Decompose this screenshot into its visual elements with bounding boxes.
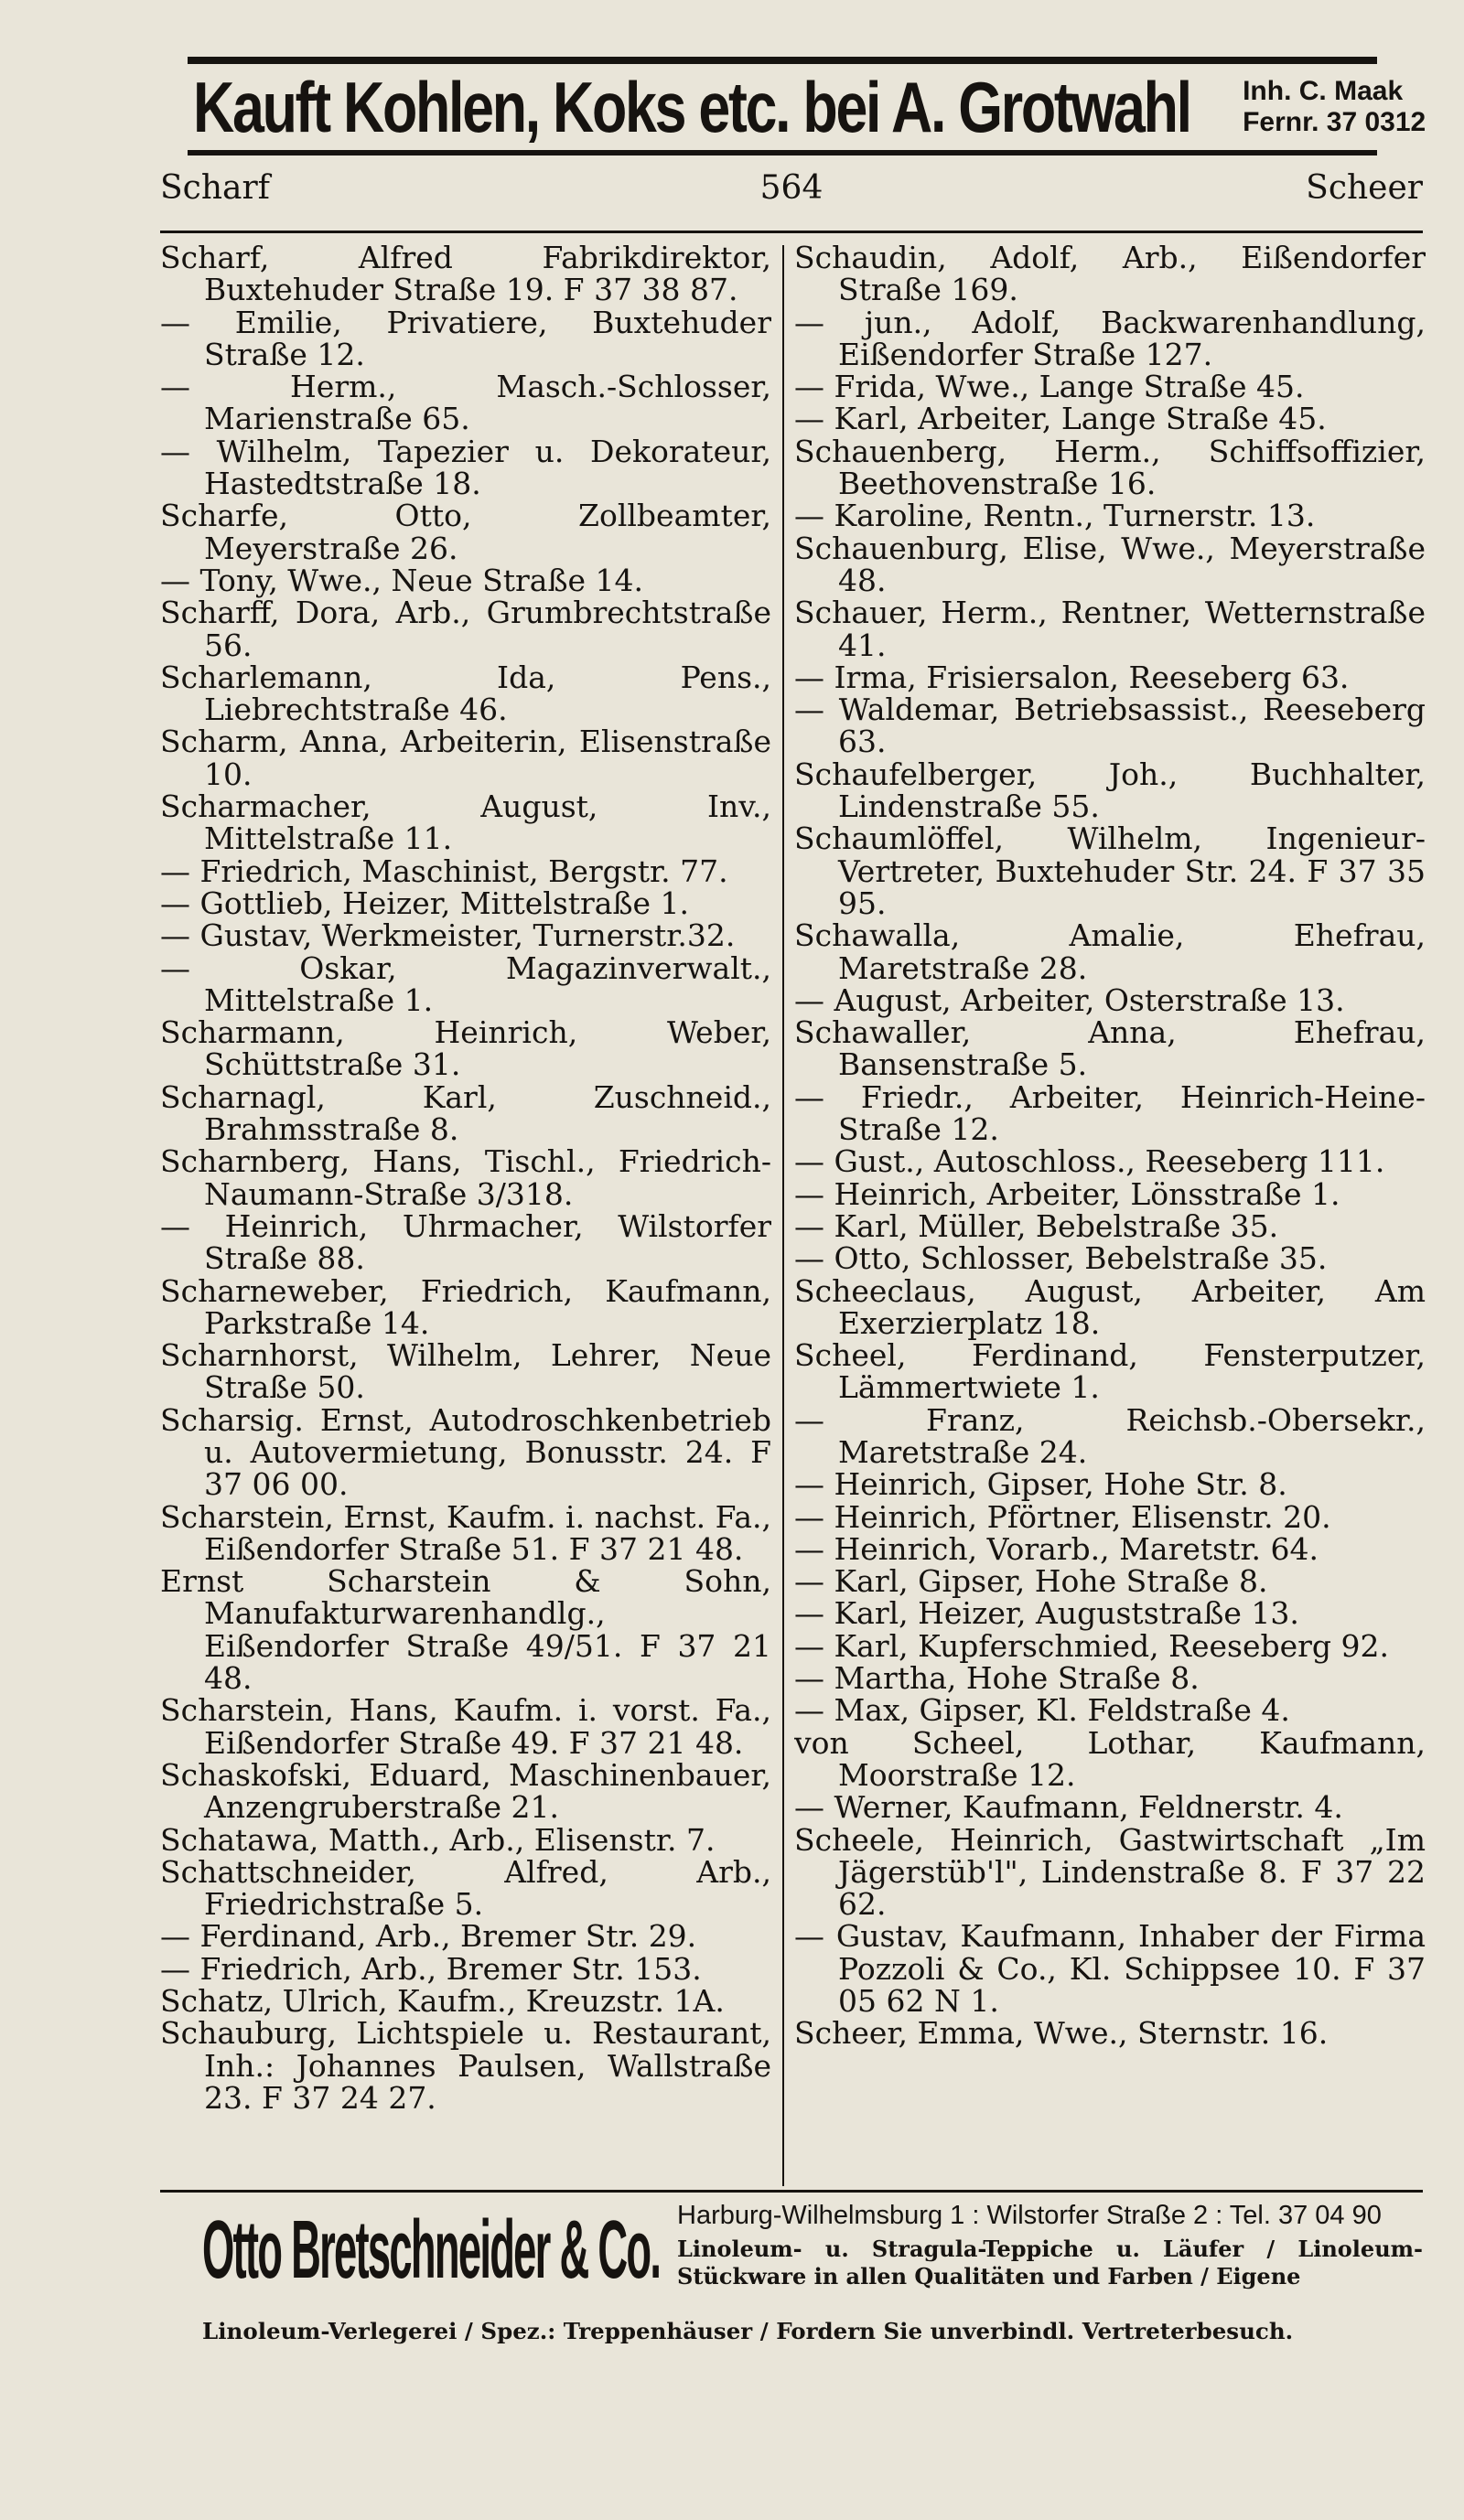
directory-entry: — Heinrich, Arbeiter, Lönsstraße 1. — [794, 1175, 1340, 1212]
bottom-ad-company: Otto Bretschneider & Co. — [202, 2204, 661, 2296]
directory-entry: — Franz, Reichsb.-Obersekr., Maretstraße 24. — [794, 1401, 1426, 1470]
directory-entry: — Werner, Kaufmann, Feldnerstr. 4. — [794, 1789, 1343, 1826]
directory-entry: von Scheel, Lothar, Kaufmann, Moorstraße 12. — [794, 1724, 1426, 1793]
directory-entry: Schauenburg, Elise, Wwe., Meyerstraße 48. — [794, 530, 1426, 598]
directory-entry: — Wilhelm, Tapezier u. Dekorateur, Hastedtstraße 18. — [160, 433, 771, 502]
directory-entry: — Karl, Kupferschmied, Reeseberg 92. — [794, 1627, 1389, 1664]
bottom-advertisement — [160, 2195, 1423, 2378]
footer-rule — [160, 2190, 1423, 2193]
directory-entry: — Friedr., Arbeiter, Heinrich-Heine-Straße 12. — [794, 1078, 1426, 1148]
directory-entry: Schaudin, Adolf, Arb., Eißendorfer Straße 169. — [794, 241, 1426, 308]
bottom-ad-products: Linoleum- u. Stragula-Teppiche u. Läufer / Linoleum-Stückware in allen Qualitäten und Farben / Eigene — [677, 2236, 1423, 2289]
directory-entry: — Karl, Müller, Bebelstraße 35. — [794, 1207, 1279, 1244]
top-ad-owner: Inh. C. Maak — [1243, 76, 1404, 106]
directory-entry: Scharsig. Ernst, Autodroschkenbetrieb u. Autovermietung, Bonusstr. 24. F 37 06 00. — [160, 1401, 771, 1503]
directory-entry: — August, Arbeiter, Osterstraße 13. — [794, 981, 1345, 1018]
directory-entry: Ernst Scharstein & Sohn, Manufakturwarenhandlg., Eißendorfer Straße 49/51. F 37 21 48. — [160, 1563, 771, 1697]
directory-entry: Scharstein, Hans, Kaufm. i. vorst. Fa., Eißendorfer Straße 49. F 37 21 48. — [160, 1692, 771, 1761]
directory-entry: — Martha, Hohe Straße 8. — [794, 1660, 1200, 1697]
directory-entry: Scheeclaus, August, Arbeiter, Am Exerzierplatz 18. — [794, 1272, 1426, 1341]
directory-entry: — Heinrich, Vorarb., Maretstr. 64. — [794, 1530, 1319, 1567]
directory-entry: Scharmann, Heinrich, Weber, Schüttstraße 31. — [160, 1014, 771, 1083]
directory-entry: — Otto, Schlosser, Bebelstraße 35. — [794, 1240, 1328, 1277]
directory-entry: — Emilie, Privatiere, Buxtehuder Straße 12. — [160, 304, 771, 372]
directory-entry: Scharff, Dora, Arb., Grumbrechtstraße 56. — [160, 595, 771, 663]
directory-entry: Schaufelberger, Joh., Buchhalter, Lindenstraße 55. — [794, 756, 1426, 825]
top-ad-text: Kauft Kohlen, Koks etc. bei A. Grotwahl — [193, 67, 1190, 147]
directory-entry: — Ferdinand, Arb., Bremer Str. 29. — [160, 1918, 697, 1955]
directory-entry: Scheer, Emma, Wwe., Sternstr. 16. — [794, 2015, 1329, 2052]
top-ad-owner-block — [1243, 76, 1426, 138]
directory-entry: Schaumlöffel, Wilhelm, Ingenieur-Vertreter, Buxtehuder Str. 24. F 37 35 95. — [794, 820, 1426, 921]
directory-entry: — Gustav, Werkmeister, Turnerstr.32. — [160, 917, 736, 954]
directory-entry: Scharnhorst, Wilhelm, Lehrer, Neue Straße 50. — [160, 1337, 771, 1406]
left-column — [160, 241, 771, 2185]
directory-entry: Schatz, Ulrich, Kaufm., Kreuzstr. 1A. — [160, 1983, 725, 2020]
bottom-ad-address: Harburg-Wilhelmsburg 1 : Wilstorfer Straße 2 : Tel. 37 04 90 — [677, 2201, 1382, 2230]
directory-entry: Scharnagl, Karl, Zuschneid., Brahmsstraße 8. — [160, 1078, 771, 1148]
directory-entry: — Gustav, Kaufmann, Inhaber der Firma Pozzoli & Co., Kl. Schippsee 10. F 37 05 62 N 1. — [794, 1918, 1426, 2020]
directory-entry: Scharneweber, Friedrich, Kaufmann, Parkstraße 14. — [160, 1272, 771, 1341]
directory-entry: Scharf, Alfred Fabrikdirektor, Buxtehuder Straße 19. F 37 38 87. — [160, 241, 771, 308]
column-divider — [782, 245, 784, 2186]
directory-entry: — Oskar, Magazinverwalt., Mittelstraße 1. — [160, 949, 771, 1018]
directory-entry: Schawaller, Anna, Ehefrau, Bansenstraße 5. — [794, 1014, 1426, 1083]
directory-entry: Scharmacher, August, Inv., Mittelstraße 11. — [160, 788, 771, 857]
directory-entry: — Karl, Gipser, Hohe Straße 8. — [794, 1563, 1268, 1600]
directory-entry: Schauburg, Lichtspiele u. Restaurant, Inh.: Johannes Paulsen, Wallstraße 23. F 37 24 27. — [160, 2015, 771, 2116]
directory-entry: — Gottlieb, Heizer, Mittelstraße 1. — [160, 885, 690, 921]
directory-entry: — Karoline, Rentn., Turnerstr. 13. — [794, 498, 1316, 534]
directory-entry: Schauenberg, Herm., Schiffsoffizier, Beethovenstraße 16. — [794, 433, 1426, 502]
directory-entry: Scharstein, Ernst, Kaufm. i. nachst. Fa., Eißendorfer Straße 51. F 37 21 48. — [160, 1498, 771, 1567]
directory-entry: Schattschneider, Alfred, Arb., Friedrichstraße 5. — [160, 1853, 771, 1923]
top-advertisement — [188, 57, 1426, 155]
directory-entry: — Friedrich, Maschinist, Bergstr. 77. — [160, 853, 728, 889]
header-rule — [160, 231, 1423, 233]
directory-entry: — Heinrich, Pförtner, Elisenstr. 20. — [794, 1498, 1331, 1535]
directory-entry: — jun., Adolf, Backwarenhandlung, Eißendorfer Straße 127. — [794, 304, 1426, 372]
directory-entry: Schatawa, Matth., Arb., Elisenstr. 7. — [160, 1821, 716, 1858]
directory-entry: Schauer, Herm., Rentner, Wetternstraße 41. — [794, 595, 1426, 663]
header-first-name: Scharf — [160, 169, 271, 207]
directory-entry: — Frida, Wwe., Lange Straße 45. — [794, 369, 1305, 405]
directory-entry: — Heinrich, Gipser, Hohe Str. 8. — [794, 1466, 1287, 1503]
directory-entry: Scheele, Heinrich, Gastwirtschaft „Im Jägerstüb'l", Lindenstraße 8. F 37 22 62. — [794, 1821, 1426, 1923]
directory-entry: — Friedrich, Arb., Bremer Str. 153. — [160, 1950, 702, 1987]
directory-entry: Scharfe, Otto, Zollbeamter, Meyerstraße 26. — [160, 498, 771, 566]
directory-entry: — Heinrich, Uhrmacher, Wilstorfer Straße 88. — [160, 1207, 771, 1277]
directory-entry: Scharnberg, Hans, Tischl., Friedrich-Naumann-Straße 3/318. — [160, 1143, 771, 1212]
directory-entry: Schaskofski, Eduard, Maschinenbauer, Anzengruberstraße 21. — [160, 1756, 771, 1826]
page-number: 564 — [759, 169, 824, 207]
directory-entry: Scheel, Ferdinand, Fensterputzer, Lämmertwiete 1. — [794, 1337, 1426, 1406]
directory-entry: — Karl, Heizer, Auguststraße 13. — [794, 1595, 1299, 1632]
directory-entry: — Gust., Autoschloss., Reeseberg 111. — [794, 1143, 1385, 1180]
directory-entry: — Irma, Frisiersalon, Reeseberg 63. — [794, 659, 1350, 695]
directory-entry: Scharlemann, Ida, Pens., Liebrechtstraße 46. — [160, 659, 771, 728]
directory-entry: — Tony, Wwe., Neue Straße 14. — [160, 562, 643, 598]
directory-entry: — Herm., Masch.-Schlosser, Marienstraße 65. — [160, 369, 771, 437]
directory-entry: Scharm, Anna, Arbeiterin, Elisenstraße 10. — [160, 724, 771, 792]
directory-entry: Schawalla, Amalie, Ehefrau, Maretstraße 28. — [794, 917, 1426, 986]
right-column — [794, 241, 1426, 2185]
top-ad-phone: Fernr. 37 0312 — [1243, 107, 1426, 137]
running-header — [160, 169, 1423, 215]
bottom-ad-service: Linoleum-Verlegerei / Spez.: Treppenhäuser / Fordern Sie unverbindl. Vertreterbesuch. — [202, 2318, 1294, 2344]
directory-entry: — Karl, Arbeiter, Lange Straße 45. — [794, 401, 1327, 437]
directory-entry: — Max, Gipser, Kl. Feldstraße 4. — [794, 1692, 1290, 1729]
directory-entry: — Waldemar, Betriebsassist., Reeseberg 63. — [794, 692, 1426, 760]
header-last-name: Scheer — [1306, 169, 1423, 207]
